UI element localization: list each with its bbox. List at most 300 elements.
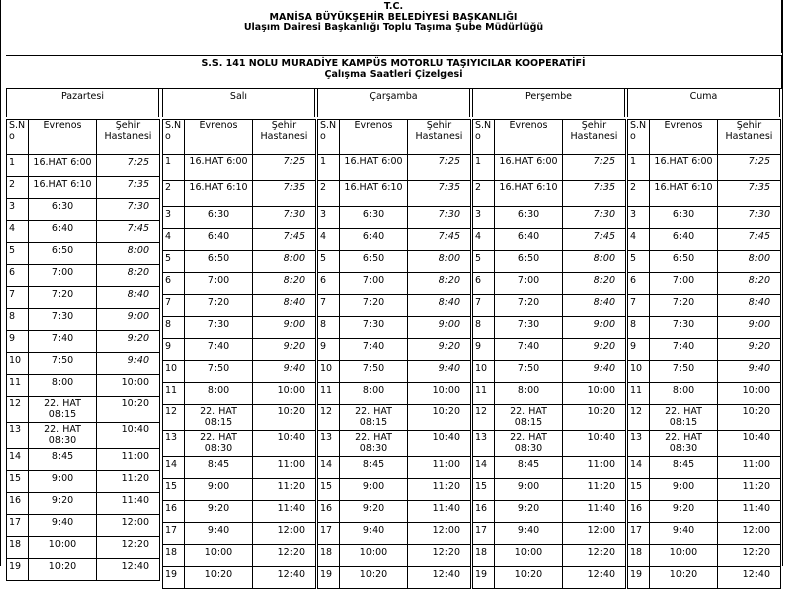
evrenos-time: 7:50 [185, 361, 253, 383]
hospital-time: 9:40 [408, 361, 471, 383]
row-number: 8 [318, 317, 340, 339]
day-block [162, 89, 315, 589]
table-header-row [318, 120, 471, 155]
hospital-time: 8:40 [408, 295, 471, 317]
evrenos-time: 16.HAT 6:00 [650, 155, 718, 181]
schedule-table [627, 119, 781, 589]
table-row [7, 397, 160, 423]
evrenos-time: 22. HAT 08:30 [650, 431, 718, 457]
table-row [473, 339, 626, 361]
hospital-time: 11:00 [563, 457, 626, 479]
hospital-time: 10:40 [97, 423, 160, 449]
table-row [473, 567, 626, 589]
table-row [163, 545, 316, 567]
hospital-time: 8:20 [408, 273, 471, 295]
table-row [473, 545, 626, 567]
evrenos-time: 9:40 [185, 523, 253, 545]
sn-header-bottom: o [320, 131, 326, 142]
header-line-3: Ulaşım Dairesi Başkanlığı Toplu Taşıma Şube Müdürlüğü [243, 22, 544, 33]
table-row [7, 493, 160, 515]
table-row [7, 559, 160, 581]
table-row [7, 243, 160, 265]
hospital-time: 7:30 [718, 207, 781, 229]
table-row [473, 181, 626, 207]
day-name: Cuma [627, 89, 780, 117]
table-row [318, 383, 471, 405]
evrenos-time: 7:20 [495, 295, 563, 317]
row-number: 18 [7, 537, 29, 559]
to-header [408, 120, 471, 155]
row-number: 3 [628, 207, 650, 229]
to-header [97, 120, 160, 155]
evrenos-time: 9:20 [495, 501, 563, 523]
table-row [628, 501, 781, 523]
table-row [318, 273, 471, 295]
row-number: 10 [628, 361, 650, 383]
row-number: 4 [163, 229, 185, 251]
hospital-time: 7:30 [253, 207, 316, 229]
hospital-time: 7:45 [408, 229, 471, 251]
table-row [628, 479, 781, 501]
hospital-time: 8:40 [563, 295, 626, 317]
hospital-time: 7:45 [563, 229, 626, 251]
hospital-time: 12:20 [563, 545, 626, 567]
row-number: 4 [473, 229, 495, 251]
table-row [318, 479, 471, 501]
table-row [7, 309, 160, 331]
day-block [6, 89, 159, 581]
hospital-time: 9:20 [253, 339, 316, 361]
row-number: 5 [318, 251, 340, 273]
row-number: 3 [473, 207, 495, 229]
to-header-top: Şehir [581, 120, 607, 131]
evrenos-time: 7:50 [650, 361, 718, 383]
table-row [318, 545, 471, 567]
evrenos-time: 7:20 [29, 287, 97, 309]
to-header [718, 120, 781, 155]
evrenos-time: 8:00 [495, 383, 563, 405]
hospital-time: 10:20 [253, 405, 316, 431]
document-header [6, 0, 782, 53]
row-number: 12 [7, 397, 29, 423]
hospital-time: 12:40 [563, 567, 626, 589]
day-block [317, 89, 470, 589]
evrenos-time: 9:00 [340, 479, 408, 501]
evrenos-time: 7:40 [185, 339, 253, 361]
row-number: 10 [318, 361, 340, 383]
row-number: 11 [628, 383, 650, 405]
row-number: 15 [318, 479, 340, 501]
day-name: Çarşamba [317, 89, 470, 117]
evrenos-time: 7:40 [650, 339, 718, 361]
row-number: 19 [318, 567, 340, 589]
hospital-time: 8:40 [253, 295, 316, 317]
table-row [628, 545, 781, 567]
evrenos-time: 7:30 [495, 317, 563, 339]
row-number: 17 [473, 523, 495, 545]
row-number: 8 [628, 317, 650, 339]
evrenos-time: 7:00 [29, 265, 97, 287]
hospital-time: 12:00 [563, 523, 626, 545]
row-number: 18 [318, 545, 340, 567]
row-number: 19 [7, 559, 29, 581]
table-row [163, 251, 316, 273]
hospital-time: 9:20 [563, 339, 626, 361]
evrenos-time: 8:45 [495, 457, 563, 479]
evrenos-time: 9:40 [495, 523, 563, 545]
hospital-time: 10:00 [253, 383, 316, 405]
table-row [628, 251, 781, 273]
row-number: 6 [473, 273, 495, 295]
table-row [163, 229, 316, 251]
hospital-time: 11:40 [408, 501, 471, 523]
evrenos-time: 10:20 [650, 567, 718, 589]
row-number: 5 [163, 251, 185, 273]
table-row [163, 155, 316, 181]
evrenos-time: 7:20 [340, 295, 408, 317]
evrenos-time: 8:00 [340, 383, 408, 405]
hospital-time: 9:00 [253, 317, 316, 339]
schedule-table [472, 119, 626, 589]
sn-header [163, 120, 185, 155]
hospital-time: 7:45 [253, 229, 316, 251]
table-row [163, 295, 316, 317]
table-row [163, 457, 316, 479]
evrenos-time: 9:00 [29, 471, 97, 493]
table-row [163, 339, 316, 361]
table-row [318, 295, 471, 317]
hospital-time: 10:20 [563, 405, 626, 431]
evrenos-time: 7:20 [650, 295, 718, 317]
table-row [473, 251, 626, 273]
sn-header-bottom: o [475, 131, 481, 142]
row-number: 19 [473, 567, 495, 589]
row-number: 6 [318, 273, 340, 295]
hospital-time: 8:20 [253, 273, 316, 295]
day-name: Perşembe [472, 89, 625, 117]
evrenos-time: 6:50 [29, 243, 97, 265]
table-row [628, 431, 781, 457]
right-page-border [782, 0, 783, 566]
table-row [473, 405, 626, 431]
evrenos-time: 22. HAT 08:15 [495, 405, 563, 431]
evrenos-time: 7:50 [495, 361, 563, 383]
evrenos-time: 22. HAT 08:15 [29, 397, 97, 423]
table-row [318, 431, 471, 457]
evrenos-time: 6:40 [29, 221, 97, 243]
hospital-time: 11:20 [253, 479, 316, 501]
hospital-time: 11:20 [97, 471, 160, 493]
table-row [473, 207, 626, 229]
sn-header [473, 120, 495, 155]
hospital-time: 12:20 [97, 537, 160, 559]
header-line-2: MANİSA BÜYÜKŞEHİR BELEDİYESİ BAŞKANLIĞI [269, 11, 518, 23]
table-row [473, 361, 626, 383]
evrenos-time: 8:00 [650, 383, 718, 405]
sn-header-top: S.N [165, 120, 182, 131]
hospital-time: 9:20 [97, 331, 160, 353]
row-number: 16 [7, 493, 29, 515]
evrenos-time: 10:00 [495, 545, 563, 567]
hospital-time: 7:30 [97, 199, 160, 221]
row-number: 8 [7, 309, 29, 331]
cooperative-title-block [6, 55, 782, 89]
table-row [318, 181, 471, 207]
row-number: 9 [628, 339, 650, 361]
hospital-time: 8:00 [253, 251, 316, 273]
hospital-time: 8:20 [97, 265, 160, 287]
table-row [318, 207, 471, 229]
table-row [7, 537, 160, 559]
hospital-time: 12:40 [97, 559, 160, 581]
hospital-time: 12:00 [718, 523, 781, 545]
evrenos-time: 7:00 [650, 273, 718, 295]
table-row [473, 383, 626, 405]
to-header-bottom: Hastanesi [415, 131, 463, 142]
row-number: 13 [473, 431, 495, 457]
cooperative-name: S.S. 141 NOLU MURADİYE KAMPÜS MOTORLU TAŞIYICILAR KOOPERATİFİ [201, 58, 586, 69]
evrenos-time: 7:00 [340, 273, 408, 295]
row-number: 14 [628, 457, 650, 479]
table-row [318, 317, 471, 339]
evrenos-time: 16.HAT 6:00 [495, 155, 563, 181]
hospital-time: 8:00 [408, 251, 471, 273]
hospital-time: 9:00 [718, 317, 781, 339]
hospital-time: 8:00 [563, 251, 626, 273]
hospital-time: 7:25 [408, 155, 471, 181]
schedule-table [6, 119, 160, 581]
hospital-time: 7:30 [563, 207, 626, 229]
table-row [163, 317, 316, 339]
hospital-time: 11:00 [97, 449, 160, 471]
evrenos-time: 8:45 [29, 449, 97, 471]
sn-header-top: S.N [9, 120, 26, 131]
sn-header-bottom: o [9, 131, 15, 142]
evrenos-time: 10:00 [185, 545, 253, 567]
evrenos-time: 9:00 [185, 479, 253, 501]
sn-header [318, 120, 340, 155]
table-row [628, 317, 781, 339]
hospital-time: 11:40 [253, 501, 316, 523]
day-block [627, 89, 780, 589]
hospital-time: 8:20 [718, 273, 781, 295]
row-number: 12 [473, 405, 495, 431]
evrenos-time: 10:20 [340, 567, 408, 589]
left-page-border [0, 0, 1, 566]
evrenos-time: 8:45 [340, 457, 408, 479]
row-number: 4 [318, 229, 340, 251]
row-number: 15 [163, 479, 185, 501]
row-number: 19 [628, 567, 650, 589]
row-number: 13 [163, 431, 185, 457]
table-row [7, 515, 160, 537]
table-row [628, 155, 781, 181]
evrenos-time: 10:00 [650, 545, 718, 567]
from-header: Evrenos [340, 120, 408, 155]
row-number: 16 [318, 501, 340, 523]
evrenos-time: 7:40 [495, 339, 563, 361]
row-number: 9 [473, 339, 495, 361]
evrenos-time: 8:00 [29, 375, 97, 397]
evrenos-time: 8:00 [185, 383, 253, 405]
evrenos-time: 6:30 [650, 207, 718, 229]
row-number: 16 [473, 501, 495, 523]
hospital-time: 11:00 [408, 457, 471, 479]
from-header: Evrenos [650, 120, 718, 155]
table-row [7, 287, 160, 309]
evrenos-time: 7:50 [29, 353, 97, 375]
row-number: 1 [473, 155, 495, 181]
table-row [628, 405, 781, 431]
evrenos-time: 6:30 [495, 207, 563, 229]
schedule-table [162, 119, 316, 589]
evrenos-time: 9:40 [650, 523, 718, 545]
hospital-time: 11:40 [718, 501, 781, 523]
row-number: 9 [318, 339, 340, 361]
evrenos-time: 7:30 [340, 317, 408, 339]
hospital-time: 7:45 [97, 221, 160, 243]
hospital-time: 11:20 [563, 479, 626, 501]
evrenos-time: 10:00 [29, 537, 97, 559]
row-number: 19 [163, 567, 185, 589]
evrenos-time: 7:30 [650, 317, 718, 339]
evrenos-time: 10:20 [495, 567, 563, 589]
table-row [7, 375, 160, 397]
row-number: 13 [628, 431, 650, 457]
table-row [318, 457, 471, 479]
hospital-time: 12:20 [253, 545, 316, 567]
row-number: 7 [628, 295, 650, 317]
row-number: 6 [7, 265, 29, 287]
table-row [7, 353, 160, 375]
table-header-row [7, 120, 160, 155]
table-row [473, 155, 626, 181]
evrenos-time: 9:20 [185, 501, 253, 523]
table-row [163, 501, 316, 523]
hospital-time: 10:40 [408, 431, 471, 457]
hospital-time: 11:00 [718, 457, 781, 479]
table-row [318, 361, 471, 383]
evrenos-time: 16.HAT 6:10 [495, 181, 563, 207]
evrenos-time: 6:50 [185, 251, 253, 273]
hospital-time: 9:00 [408, 317, 471, 339]
hospital-time: 9:40 [253, 361, 316, 383]
row-number: 4 [7, 221, 29, 243]
sn-header-bottom: o [165, 131, 171, 142]
sn-header-top: S.N [320, 120, 337, 131]
table-row [473, 295, 626, 317]
table-row [163, 405, 316, 431]
row-number: 8 [473, 317, 495, 339]
evrenos-time: 6:50 [650, 251, 718, 273]
evrenos-time: 7:20 [185, 295, 253, 317]
table-row [163, 431, 316, 457]
evrenos-time: 16.HAT 6:00 [340, 155, 408, 181]
sn-header-bottom: o [630, 131, 636, 142]
row-number: 17 [318, 523, 340, 545]
hospital-time: 10:00 [408, 383, 471, 405]
evrenos-time: 6:50 [495, 251, 563, 273]
day-name: Salı [162, 89, 315, 117]
hospital-time: 8:00 [718, 251, 781, 273]
row-number: 2 [163, 181, 185, 207]
evrenos-time: 6:30 [340, 207, 408, 229]
hospital-time: 9:40 [563, 361, 626, 383]
row-number: 2 [628, 181, 650, 207]
row-number: 3 [7, 199, 29, 221]
hospital-time: 9:20 [408, 339, 471, 361]
hospital-time: 7:25 [253, 155, 316, 181]
table-row [318, 523, 471, 545]
row-number: 10 [7, 353, 29, 375]
table-row [163, 479, 316, 501]
table-row [7, 449, 160, 471]
evrenos-time: 22. HAT 08:30 [185, 431, 253, 457]
evrenos-time: 10:20 [185, 567, 253, 589]
row-number: 4 [628, 229, 650, 251]
table-row [7, 199, 160, 221]
table-row [318, 405, 471, 431]
row-number: 17 [163, 523, 185, 545]
hospital-time: 10:00 [563, 383, 626, 405]
table-row [163, 567, 316, 589]
hospital-time: 10:40 [563, 431, 626, 457]
from-header: Evrenos [495, 120, 563, 155]
hospital-time: 10:20 [408, 405, 471, 431]
evrenos-time: 16.HAT 6:10 [185, 181, 253, 207]
evrenos-time: 9:20 [650, 501, 718, 523]
row-number: 9 [163, 339, 185, 361]
table-row [7, 471, 160, 493]
evrenos-time: 22. HAT 08:15 [340, 405, 408, 431]
day-name: Pazartesi [6, 89, 159, 117]
hospital-time: 12:40 [718, 567, 781, 589]
evrenos-time: 10:00 [340, 545, 408, 567]
table-row [318, 229, 471, 251]
row-number: 7 [163, 295, 185, 317]
row-number: 10 [163, 361, 185, 383]
row-number: 11 [7, 375, 29, 397]
hospital-time: 10:20 [97, 397, 160, 423]
hospital-time: 7:25 [718, 155, 781, 181]
table-header-row [473, 120, 626, 155]
row-number: 8 [163, 317, 185, 339]
row-number: 12 [628, 405, 650, 431]
evrenos-time: 16.HAT 6:00 [185, 155, 253, 181]
table-header-row [628, 120, 781, 155]
hospital-time: 12:00 [408, 523, 471, 545]
row-number: 1 [628, 155, 650, 181]
hospital-time: 11:20 [408, 479, 471, 501]
from-header: Evrenos [29, 120, 97, 155]
hospital-time: 7:35 [718, 181, 781, 207]
row-number: 18 [628, 545, 650, 567]
hospital-time: 10:00 [718, 383, 781, 405]
evrenos-time: 22. HAT 08:30 [29, 423, 97, 449]
evrenos-time: 16.HAT 6:10 [650, 181, 718, 207]
evrenos-time: 16.HAT 6:10 [340, 181, 408, 207]
table-row [473, 431, 626, 457]
evrenos-time: 9:20 [340, 501, 408, 523]
hospital-time: 11:00 [253, 457, 316, 479]
row-number: 7 [7, 287, 29, 309]
table-row [318, 501, 471, 523]
evrenos-time: 22. HAT 08:15 [185, 405, 253, 431]
table-row [628, 229, 781, 251]
hospital-time: 7:30 [408, 207, 471, 229]
hospital-time: 12:00 [97, 515, 160, 537]
hospital-time: 12:00 [253, 523, 316, 545]
